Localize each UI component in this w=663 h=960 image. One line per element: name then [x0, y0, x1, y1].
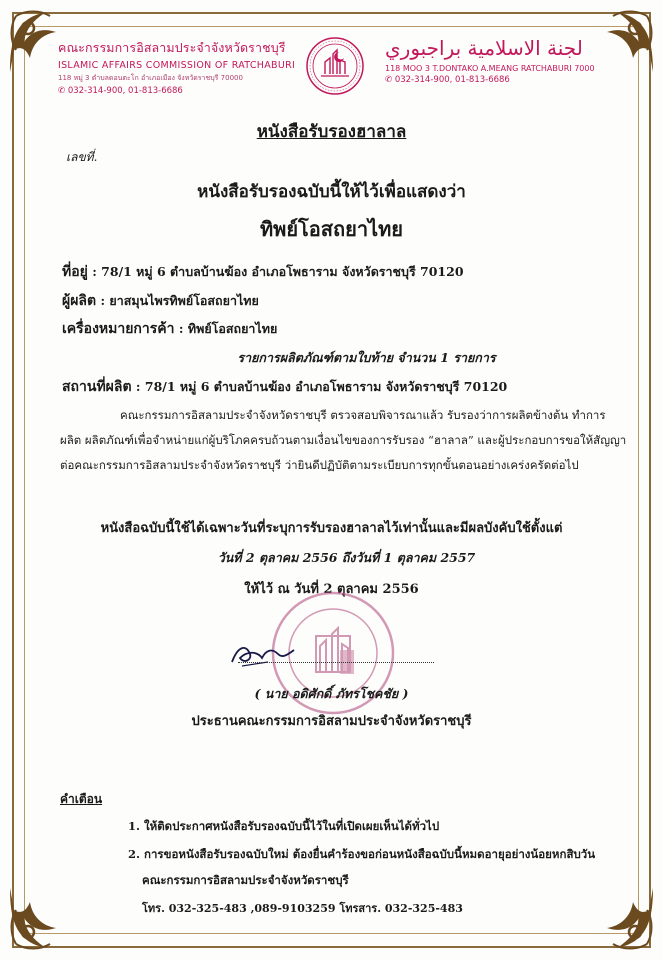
producer-value: : ยาสมุนไพรทิพย์โอสถยาไทย — [100, 293, 259, 308]
warning-item-2-continued: คณะกรรมการอิสลามประจำจังหวัดราชบุรี — [142, 873, 349, 887]
warning-item-2: 2. การขอหนังสือรับรองฉบับใหม่ ต้องยื่นคำร้องขอก่อนหนังสือฉบับนี้หมดอายุอย่างน้อยหกสิบวัน — [128, 847, 596, 861]
corner-ornament-icon — [6, 884, 76, 954]
validity-dates: วันที่ 2 ตุลาคม 2556 ถึงวันที่ 1 ตุลาคม 2557 — [217, 550, 476, 565]
warning-item-1: 1. ให้ติดประกาศหนังสือรับรองฉบับนี้ไว้ในที่เปิดเผยเห็นได้ทั่วไป — [128, 819, 440, 833]
header-thai-name: คณะกรรมการอิสลามประจำจังหวัดราชบุรี — [58, 40, 286, 55]
plant-value: : 78/1 หมู่ 6 ตำบลบ้านฆ้อง อำเภอโพธาราม จังหวัดราชบุรี 70120 — [135, 379, 508, 394]
header-right — [385, 36, 630, 85]
phone-icon: ✆ — [58, 86, 68, 96]
phone-icon: ✆ — [385, 75, 395, 85]
corner-ornament-icon — [587, 884, 657, 954]
signer-position: ประธานคณะกรรมการอิสลามประจำจังหวัดราชบุรี — [191, 714, 472, 729]
document-title-text: หนังสือรับรองฮาลาล — [256, 122, 407, 142]
paragraph-line-3: ต่อคณะกรรมการอิสลามประจำจังหวัดราชบุรี ว่ายินดีปฏิบัติตามระเบียบการทุกขั้นตอนอย่างเคร่งครัดต่อไป — [60, 458, 579, 472]
header-arabic-name: لجنة الاسلامية براجبوري — [385, 36, 583, 60]
header-address-english: 118 MOO 3 T.DONTAKO A.MEANG RATCHABURI 7000 — [385, 64, 595, 73]
validity-statement: หนังสือฉบับนี้ใช้ได้เฉพาะวันที่ระบุการรับรองฮาลาลไว้เท่านั้นและมีผลบังคับใช้ตั้งแต่ — [100, 521, 563, 536]
signature-line — [238, 662, 434, 663]
inner-frame — [24, 26, 639, 934]
plant-label: สถานที่ผลิต — [62, 379, 132, 395]
address-value: : 78/1 หมู่ 6 ตำบลบ้านฆ้อง อำเภอโพธาราม จังหวัดราชบุรี 70120 — [92, 264, 464, 279]
certification-paragraph — [60, 403, 650, 478]
header-phone-right — [385, 75, 630, 85]
header-phone-left-text: 032-314-900, 01-813-6686 — [67, 86, 183, 96]
company-name: ทิพย์โอสถยาไทย — [259, 217, 404, 241]
address-row — [62, 261, 464, 283]
product-list: รายการผลิตภัณฑ์ตามใบท้าย จำนวน 1 รายการ — [237, 350, 496, 365]
header-address: 118 หมู่ 3 ตำบลดอนตะโก อำเภอเมือง จังหวัดราชบุรี 70000 — [58, 74, 243, 82]
producer-label: ผู้ผลิต — [62, 293, 97, 309]
header-phone-right-text: 032-314-900, 01-813-6686 — [394, 75, 510, 85]
document-number-label: เลขที่. — [66, 150, 98, 164]
trademark-label: เครื่องหมายการค้า — [62, 321, 175, 337]
document-title — [0, 118, 663, 145]
signer-name: ( นาย อดิศักดิ์ ภัทรโชคชัย ) — [254, 686, 409, 701]
producer-row — [62, 290, 259, 312]
address-label: ที่อยู่ — [62, 264, 88, 280]
document-subtitle: หนังสือรับรองฉบับนี้ให้ไว้เพื่อแสดงว่า — [197, 182, 466, 202]
header-left — [58, 38, 308, 96]
plant-row — [62, 376, 507, 398]
header-english-name: ISLAMIC AFFAIRS COMMISSION OF RATCHABURI — [58, 60, 296, 71]
trademark-value: : ทิพย์โอสถยาไทย — [178, 321, 278, 336]
signature-icon — [228, 636, 298, 670]
paragraph-line-2: ผลิต ผลิตภัณฑ์เพื่อจำหน่ายแก่ผู้บริโภคครบถ้วนตามเงื่อนไขของการรับรอง “ฮาลาล” และผู้ประกอบการขอให้สัญญา — [60, 433, 627, 447]
trademark-row — [62, 318, 277, 340]
issue-date: ให้ไว้ ณ วันที่ 2 ตุลาคม 2556 — [244, 582, 419, 597]
contact-phone: โทร. 032-325-483 ,089-9103259 โทรสาร. 032-325-483 — [142, 902, 463, 915]
paragraph-line-1: คณะกรรมการอิสลามประจำจังหวัดราชบุรี ตรวจสอบพิจารณาแล้ว รับรองว่าการผลิตข้างต้น ทำการ — [120, 408, 606, 422]
seal-icon — [305, 36, 365, 96]
warning-heading: คำเตือน — [60, 792, 103, 806]
header-phone-left — [58, 86, 308, 96]
